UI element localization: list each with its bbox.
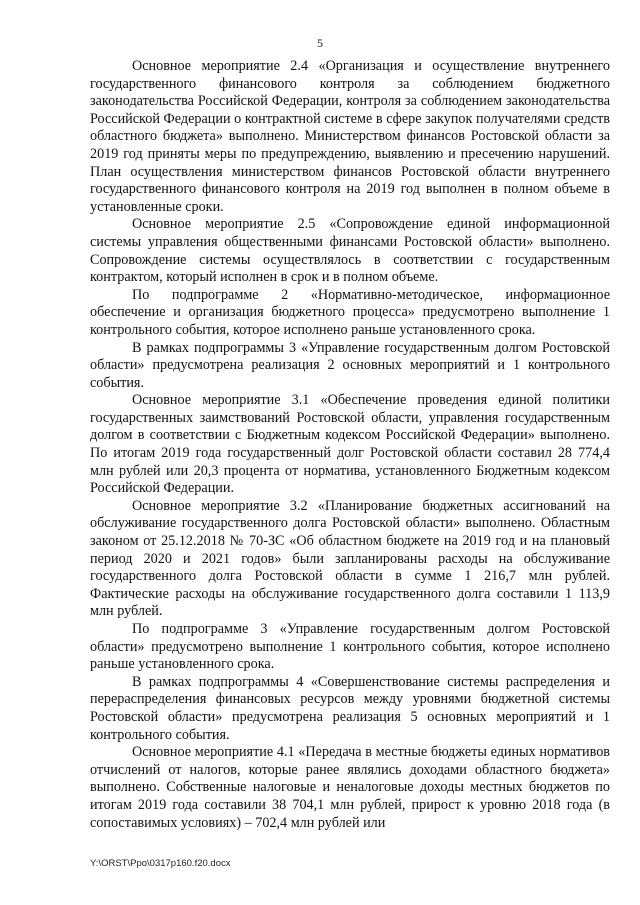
paragraph-subprogram-4-intro: В рамках подпрограммы 4 «Совершенствование системы распределения и перераспределения финансовых ресурсов между уровнями бюджетной системы Ростовской области» предусмотрена реализация 5 основных мероприятий и 1 контрольного события. — [90, 673, 610, 743]
paragraph-measure-3-1: Основное мероприятие 3.1 «Обеспечение проведения единой политики государственных заимствований Ростовской области, управления государственным долгом в соответствии с Бюджетным кодексом Российской Федерации» выполнено. По итогам 2019 года государственный долг Ростовской области составил 28 774,4 млн рублей или 20,3 процента от норматива, установленного Бюджетным кодексом Российской Федерации. — [90, 392, 610, 497]
paragraph-subprogram-2-control: По подпрограмме 2 «Нормативно-методическое, информационное обеспечение и организация бюджетного процесса» предусмотрено выполнение 1 контрольного события, которое исполнено раньше установленного срока. — [90, 286, 610, 338]
footer-file-path: Y:\ORST\Ppo\0317p160.f20.docx — [90, 858, 231, 869]
paragraph-measure-2-5: Основное мероприятие 2.5 «Сопровождение единой информационной системы управления общественными финансами Ростовской области» выполнено. Сопровождение системы осуществлялось в соответствии с государственным контрактом, который исполнен в срок и в полном объеме. — [90, 216, 610, 286]
paragraph-measure-4-1: Основное мероприятие 4.1 «Передача в местные бюджеты единых нормативов отчислений от налогов, которые ранее являлись доходами областного бюджета» выполнено. Собственные налоговые и неналоговые доходы местных бюджетов по итогам 2019 года составили 38 704,1 млн рублей, прирост к уровню 2018 года (в сопоставимых условиях) – 702,4 млн рублей или — [90, 744, 610, 831]
document-body — [90, 58, 610, 832]
page-number: 5 — [317, 36, 323, 50]
paragraph-subprogram-3-intro: В рамках подпрограммы 3 «Управление государственным долгом Ростовской области» предусмотрена реализация 2 основных мероприятий и 1 контрольного события. — [90, 339, 610, 391]
paragraph-measure-3-2: Основное мероприятие 3.2 «Планирование бюджетных ассигнований на обслуживание государственного долга Ростовской области» выполнено. Областным законом от 25.12.2018 № 70-ЗС «Об областном бюджете на 2019 год и на плановый период 2020 и 2021 годов» были запланированы расходы на обслуживание государственного долга Ростовской области в сумме 1 216,7 млн рублей. Фактические расходы на обслуживание государственного долга составили 1 113,9 млн рублей. — [90, 497, 610, 620]
paragraph-measure-2-4: Основное мероприятие 2.4 «Организация и осуществление внутреннего государственного финансового контроля за соблюдением бюджетного законодательства Российской Федерации, контроля за соблюдением законодательства Российской Федерации о контрактной системе в сфере закупок получателями средств областного бюджета» выполнено. Министерством финансов Ростовской области за 2019 год приняты меры по предупреждению, выявлению и пресечению нарушений. План осуществления министерством финансов Ростовской области внутреннего государственного финансового контроля на 2019 год выполнен в полном объеме в установленные сроки. — [90, 58, 610, 215]
paragraph-subprogram-3-control: По подпрограмме 3 «Управление государственным долгом Ростовской области» предусмотрено выполнение 1 контрольного события, которое исполнено раньше установленного срока. — [90, 621, 610, 673]
